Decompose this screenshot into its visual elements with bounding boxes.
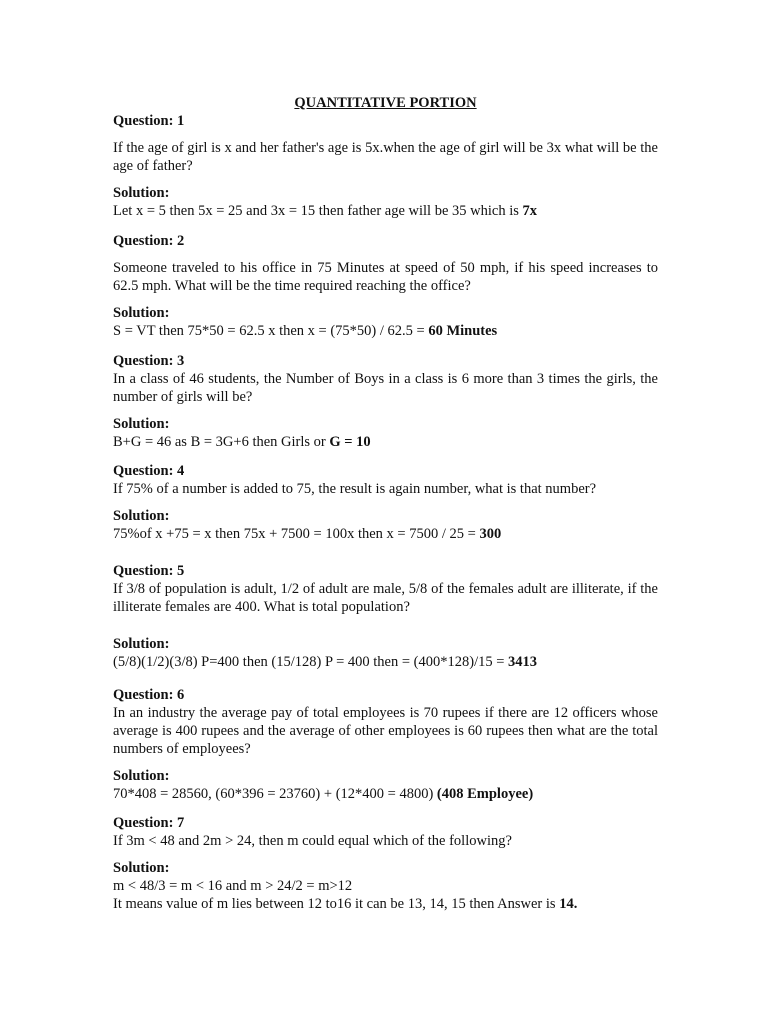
question-block [113, 352, 658, 451]
question-text: If 3m < 48 and 2m > 24, then m could equal which of the following? [113, 833, 512, 849]
solution-answer: 14. [559, 896, 578, 912]
solution-text: B+G = 46 as B = 3G+6 then Girls or [113, 434, 330, 450]
solution-answer: 300 [479, 526, 502, 542]
solution-text: m < 48/3 = m < 16 and m > 24/2 = m>12 [113, 878, 353, 894]
solution-heading: Solution: [113, 416, 170, 432]
solution-line [113, 785, 658, 803]
question-block [113, 686, 658, 803]
question-text: If the age of girl is x and her father's age is 5x.when the age of girl will be 3x what will be the age of father? [113, 140, 658, 174]
document-title: QUANTITATIVE PORTION [294, 95, 477, 111]
question-heading: Question: 3 [113, 353, 185, 369]
question-heading: Question: 7 [113, 815, 185, 831]
solution-text: 70*408 = 28560, (60*396 = 23760) + (12*400 = 4800) [113, 786, 437, 802]
question-heading: Question: 6 [113, 687, 185, 703]
solution-line [113, 525, 658, 543]
solution-heading: Solution: [113, 185, 170, 201]
solution-text: Let x = 5 then 5x = 25 and 3x = 15 then father age will be 35 which is [113, 203, 523, 219]
solution-text: 75%of x +75 = x then 75x + 7500 = 100x then x = 7500 / 25 = [113, 526, 480, 542]
solution-line [113, 877, 658, 895]
solution-text: (5/8)(1/2)(3/8) P=400 then (15/128) P = 400 then = (400*128)/15 = [113, 654, 509, 670]
question-block [113, 562, 658, 671]
question-heading: Question: 2 [113, 233, 185, 249]
solution-answer: G = 10 [329, 434, 371, 450]
question-text: In a class of 46 students, the Number of Boys in a class is 6 more than 3 times the girls, the number of girls will be? [113, 371, 658, 405]
solution-heading: Solution: [113, 860, 170, 876]
solution-heading: Solution: [113, 305, 170, 321]
question-block [113, 232, 658, 340]
solution-answer: 7x [522, 203, 537, 219]
solution-line [113, 202, 658, 220]
question-block [113, 112, 658, 220]
solution-heading: Solution: [113, 636, 170, 652]
solution-line [113, 322, 658, 340]
question-block [113, 814, 658, 913]
solution-line [113, 895, 658, 913]
solution-line [113, 653, 658, 671]
solution-text: S = VT then 75*50 = 62.5 x then x = (75*50) / 62.5 = [113, 323, 429, 339]
question-heading: Question: 5 [113, 563, 185, 579]
question-text: In an industry the average pay of total employees is 70 rupees if there are 12 officers whose average is 400 rupees and the average of other employees is 60 rupees then what are the total numbers of employees? [113, 705, 658, 757]
question-heading: Question: 4 [113, 463, 185, 479]
solution-answer: 3413 [508, 654, 538, 670]
question-text: If 3/8 of population is adult, 1/2 of adult are male, 5/8 of the females adult are illiterate, if the illiterate females are 400. What is total population? [113, 581, 658, 615]
question-block [113, 462, 658, 543]
question-heading: Question: 1 [113, 113, 185, 129]
question-text: Someone traveled to his office in 75 Minutes at speed of 50 mph, if his speed increases to 62.5 mph. What will be the time required reaching the office? [113, 260, 658, 294]
solution-answer: (408 Employee) [436, 786, 534, 802]
question-text: If 75% of a number is added to 75, the result is again number, what is that number? [113, 481, 597, 497]
solution-line [113, 433, 658, 451]
solution-answer: 60 Minutes [428, 323, 498, 339]
solution-heading: Solution: [113, 768, 170, 784]
solution-text: It means value of m lies between 12 to16 it can be 13, 14, 15 then Answer is [113, 896, 560, 912]
solution-heading: Solution: [113, 508, 170, 524]
